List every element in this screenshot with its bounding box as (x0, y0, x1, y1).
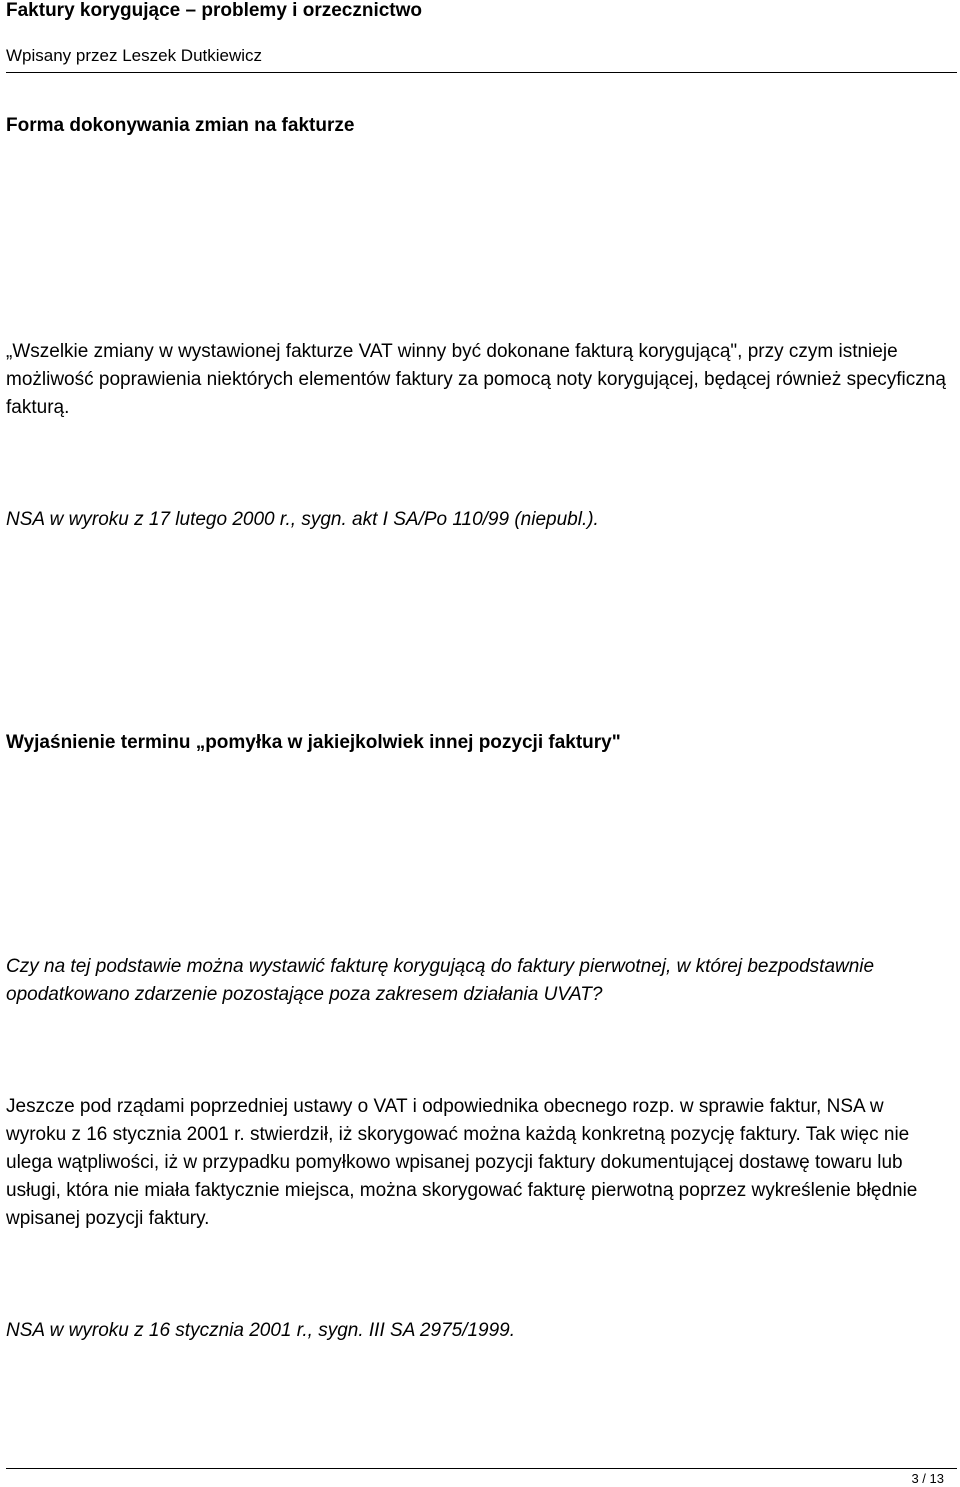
citation-nsa-2000: NSA w wyroku z 17 lutego 2000 r., sygn. akt I SA/Po 110/99 (niepubl.). (6, 509, 599, 530)
section-heading-forma: Forma dokonywania zmian na fakturze (6, 115, 355, 136)
quote-paragraph: „Wszelkie zmiany w wystawionej fakturze VAT winny być dokonane fakturą korygującą", przy czym istnieje możliwość poprawienia niektórych elementów faktury za pomocą noty korygującej, będącej również specyficzną fakturą. (6, 341, 946, 418)
question-paragraph: Czy na tej podstawie można wystawić fakturę korygującą do faktury pierwotnej, w której bezpodstawnie opodatkowano zdarzenie pozostające poza zakresem działania UVAT? (6, 956, 875, 1005)
document-author: Wpisany przez Leszek Dutkiewicz (6, 46, 263, 65)
header-divider (6, 72, 957, 73)
body-paragraph: Jeszcze pod rządami poprzedniej ustawy o VAT i odpowiednika obecnego rozp. w sprawie faktur, NSA w wyroku z 16 stycznia 2001 r. stwierdził, iż skorygować można każdą konkretną pozycję faktury. Tak więc nie ulega wątpliwości, iż w przypadku pomyłkowo wpisanej pozycji faktury dokumentującej dostawę towaru lub usługi, która nie miała faktycznie miejsca, można skorygować fakturę pierwotną poprzez wykreślenie błędnie wpisanej pozycji faktury. (6, 1096, 918, 1229)
citation-nsa-2001: NSA w wyroku z 16 stycznia 2001 r., sygn. III SA 2975/1999. (6, 1320, 516, 1341)
document-title: Faktury korygujące – problemy i orzecznictwo (6, 0, 423, 21)
section-heading-wyjasnienie: Wyjaśnienie terminu „pomyłka w jakiejkolwiek innej pozycji faktury" (6, 732, 621, 753)
footer-divider (6, 1468, 957, 1469)
page-number: 3 / 13 (911, 1471, 944, 1486)
